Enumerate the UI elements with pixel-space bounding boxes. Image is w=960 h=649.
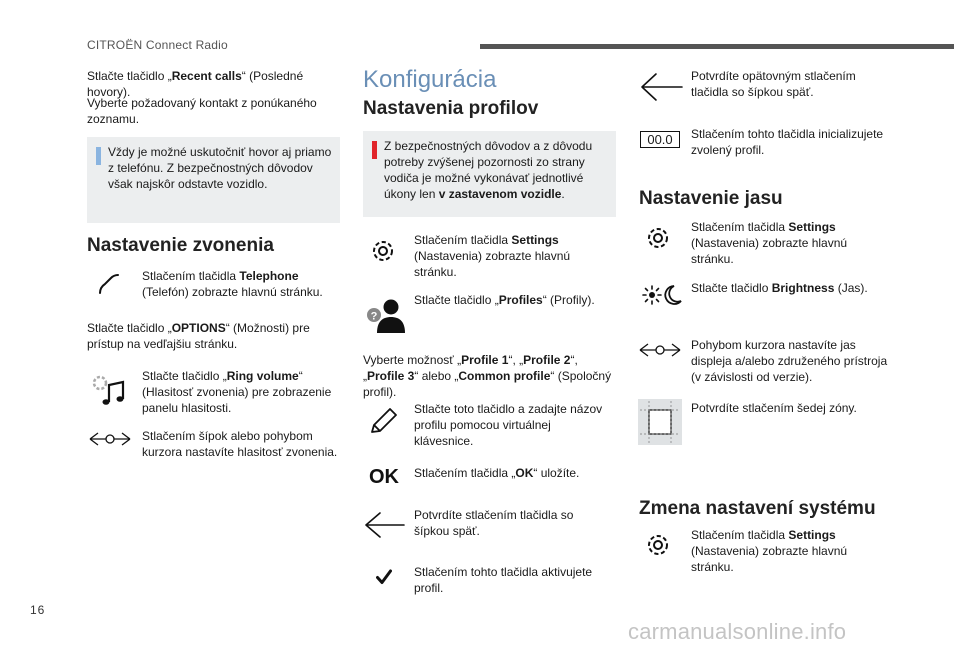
running-header: CITROËN Connect Radio (87, 38, 228, 52)
volume-slider-arrows-icon (88, 431, 132, 447)
brightness-settings-step: Stlačením tlačidla Settings (Nastavenia) zobrazte hlavnú stránku. (691, 220, 848, 266)
checkmark-icon (376, 569, 392, 585)
choose-profile-step: Vyberte možnosť „Profile 1“, „Profile 2“, „Profile 3“ alebo „Common profile“ (Spoločný profil). (363, 353, 612, 399)
section-title-ringtone: Nastavenie zvonenia (87, 235, 274, 256)
warning-note-text: Z bezpečnostných dôvodov a z dôvodu potreby zvýšenej pozornosti zo strany vodiča je možné vykonávať jednotlivé úkony len v zastavenom vozidle. (384, 139, 593, 201)
back-arrow-icon (364, 511, 406, 539)
profiles-settings-step: Stlačením tlačidla Settings (Nastavenia) zobrazte hlavnú stránku. (414, 233, 571, 279)
telephone-step: Stlačením tlačidla Telephone (Telefón) zobrazte hlavnú stránku. (142, 269, 323, 299)
reset-profile-step: Stlačením tohto tlačidla inicializujete zvolený profil. (691, 127, 884, 157)
brightness-slider-icon (638, 342, 682, 358)
section-title-brightness: Nastavenie jasu (639, 188, 783, 209)
info-mark-icon (96, 147, 101, 165)
settings-gear-icon-3 (645, 532, 671, 558)
info-note (87, 137, 340, 223)
grey-zone-icon (638, 399, 682, 445)
brightness-cursor-step: Pohybom kurzora nastavíte jas displeja a/alebo združeného prístroja (v závislosti od verzie). (691, 338, 888, 384)
pencil-edit-icon (368, 406, 402, 436)
section-title-system: Zmena nastavení systému (639, 498, 876, 519)
ringtone-settings-icon (89, 372, 129, 408)
back-arrow-icon-2 (640, 72, 684, 102)
phone-handset-icon (97, 272, 123, 296)
ring-volume-adjust-step: Stlačením šípok alebo pohybom kurzora nastavíte hlasitosť zvonenia. (142, 429, 338, 459)
profiles-button-step: Stlačte tlačidlo „Profiles“ (Profily). (414, 293, 595, 307)
brightness-button-step: Stlačte tlačidlo Brightness (Jas). (691, 281, 868, 295)
grey-zone-step: Potvrdíte stlačením šedej zóny. (691, 401, 857, 415)
header-bar (480, 44, 954, 49)
section-title-profiles: Nastavenia profilov (363, 98, 539, 119)
options-step: Stlačte tlačidlo „OPTIONS“ (Možnosti) pre prístup na vedľajšiu stránku. (87, 321, 310, 351)
ok-icon: OK (369, 466, 399, 488)
ok-save-step: Stlačením tlačidla „OK“ uložíte. (414, 466, 580, 480)
settings-gear-icon (370, 238, 396, 264)
watermark: carmanualsonline.info (628, 619, 847, 644)
warning-mark-icon (372, 141, 377, 159)
recent-calls-step: Stlačte tlačidlo „Recent calls“ (Posledné hovory). (87, 69, 304, 99)
profile-user-icon (366, 297, 406, 333)
activate-profile-step: Stlačením tohto tlačidla aktivujete profil. (414, 565, 593, 595)
settings-gear-icon-2 (645, 225, 671, 251)
choose-contact-step: Vyberte požadovaný kontakt z ponúkaného zoznamu. (87, 96, 317, 126)
system-settings-step: Stlačením tlačidla Settings (Nastavenia) zobrazte hlavnú stránku. (691, 528, 848, 574)
info-note-text: Vždy je možné uskutočniť hovor aj priamo z telefónu. Z bezpečnostných dôvodov však najskôr odstavte vozidlo. (108, 145, 332, 191)
brightness-sun-moon-icon (641, 283, 683, 307)
warning-note (363, 131, 616, 217)
ring-volume-step: Stlačte tlačidlo „Ring volume“ (Hlasitosť zvonenia) pre zobrazenie panelu hlasitosti. (142, 369, 332, 415)
svg-text:?: ? (370, 310, 378, 323)
page-number: 16 (30, 603, 46, 617)
back-confirm-step: Potvrdíte stlačením tlačidla so šípkou späť. (414, 508, 574, 538)
edit-profile-name-step: Stlačte toto tlačidlo a zadajte názov profilu pomocou virtuálnej klávesnice. (414, 402, 603, 448)
back-again-step: Potvrdíte opätovným stlačením tlačidla so šípkou späť. (691, 69, 856, 99)
reset-icon: 00.0 (640, 131, 680, 148)
main-title: Konfigurácia (363, 66, 497, 93)
